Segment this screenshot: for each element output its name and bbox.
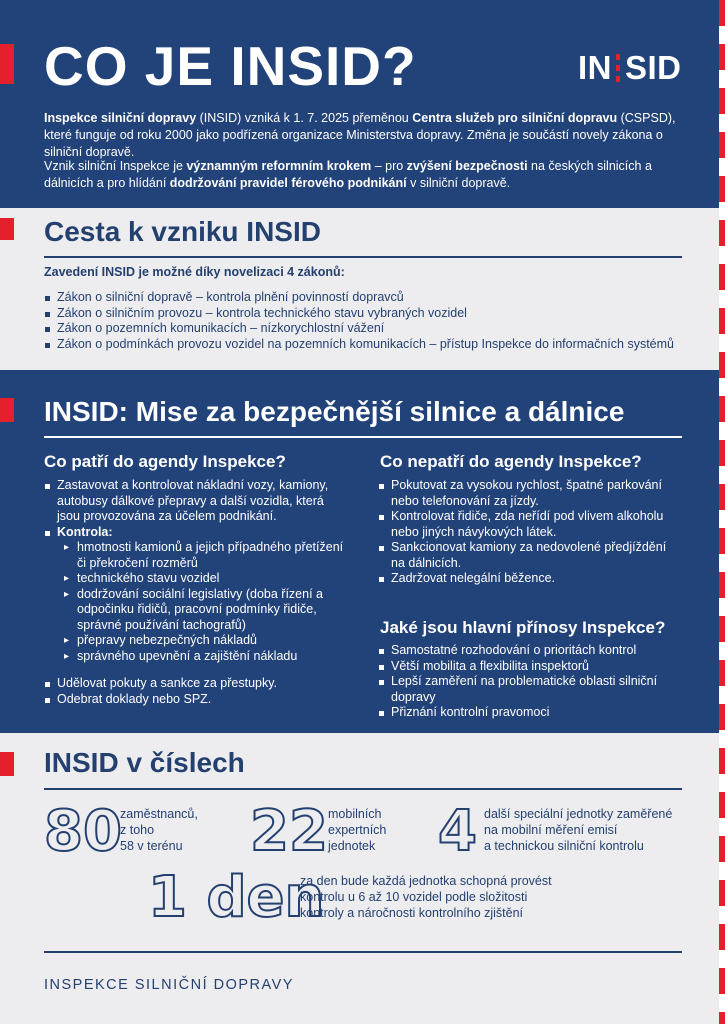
list-item: Pokutovat za vysokou rychlost, špatné parkování nebo telefonování za jízdy. bbox=[378, 478, 683, 509]
list-item: Zákon o pozemních komunikacích – nízkorychlostní vážení bbox=[44, 321, 694, 337]
agenda-tail-list bbox=[44, 676, 344, 707]
list-item: Lepší zaměření na problematické oblasti silniční dopravy bbox=[378, 674, 688, 705]
origin-subtitle: Zavedení INSID je možné díky novelizaci 4 zákonů: bbox=[44, 265, 345, 279]
footer-rule bbox=[44, 951, 682, 953]
stat-line: na mobilní měření emisí bbox=[484, 823, 618, 837]
list-item: Kontrolovat řidiče, zda neřídí pod vlivem alkoholu nebo jiných návykových látek. bbox=[378, 509, 683, 540]
mission-rule bbox=[44, 436, 682, 438]
stat-employees-label bbox=[120, 806, 198, 854]
stat-line: jednotek bbox=[328, 839, 376, 853]
intro-paragraph-2 bbox=[44, 158, 684, 192]
insid-logo bbox=[578, 49, 682, 87]
agenda-heading: Co patří do agendy Inspekce? bbox=[44, 452, 286, 471]
agenda-list bbox=[44, 478, 344, 664]
stat-special-units-value: 4 bbox=[438, 799, 477, 864]
intro-paragraph-1 bbox=[44, 110, 684, 161]
list-item: Zákon o silničním provozu – kontrola technického stavu vybraných vozidel bbox=[44, 306, 694, 322]
not-agenda-heading: Co nepatří do agendy Inspekce? bbox=[380, 452, 642, 471]
stat-line: kontroly a náročnosti kontrolního zjištění bbox=[300, 906, 524, 920]
stat-employees-value: 80 bbox=[44, 799, 122, 864]
stat-units-label bbox=[328, 806, 386, 854]
stat-line: mobilních bbox=[328, 807, 382, 821]
stat-line: kontrolu u 6 až 10 vozidel podle složitosti bbox=[300, 890, 528, 904]
origin-rule bbox=[44, 256, 682, 258]
benefits-heading: Jaké jsou hlavní přínosy Inspekce? bbox=[380, 618, 666, 637]
intro-bold-run: Inspekce silniční dopravy bbox=[44, 111, 197, 125]
right-edge-stripe bbox=[719, 0, 725, 1024]
footer-text: INSPEKCE SILNIČNÍ DOPRAVY bbox=[44, 977, 294, 993]
list-item: Zákon o silniční dopravě – kontrola plnění povinností dopravců bbox=[44, 290, 694, 306]
stat-line: expertních bbox=[328, 823, 387, 837]
list-item: Samostatné rozhodování o prioritách kontrol bbox=[378, 643, 688, 659]
stat-line: další speciální jednotky zaměřené bbox=[484, 807, 673, 821]
logo-separator-icon bbox=[616, 54, 620, 82]
origin-title: Cesta k vzniku INSID bbox=[44, 216, 321, 247]
numbers-rule bbox=[44, 788, 682, 790]
sub-list-item: ▸ přepravy nebezpečných nákladů bbox=[64, 633, 344, 649]
page-title: CO JE INSID? bbox=[44, 35, 417, 97]
stat-line: za den bude každá jednotka schopná provést bbox=[300, 874, 552, 888]
list-item: Přiznání kontrolní pravomoci bbox=[378, 705, 688, 721]
list-item: Zastavovat a kontrolovat nákladní vozy, kamiony, autobusy dálkové přepravy a další vozidla, která jsou provozována za účelem podnikání. bbox=[44, 478, 344, 525]
intro-bold-run: zvýšení bezpečnosti bbox=[406, 159, 528, 173]
stat-line: z toho bbox=[120, 823, 155, 837]
list-item: Zadržovat nelegální běžence. bbox=[378, 571, 683, 587]
list-item bbox=[44, 525, 344, 665]
sub-list-item: ▸ hmotnosti kamionů a jejich případného přetížení či překročení rozměrů bbox=[64, 540, 344, 571]
intro-text-run: Vznik silniční Inspekce je bbox=[44, 159, 187, 173]
sub-list-item: ▸ dodržování sociální legislativy (doba řízení a odpočinku řidičů, pracovní podmínky řidiče, správné používání tachografů) bbox=[64, 587, 344, 634]
mission-title: INSID: Mise za bezpečnější silnice a dálnice bbox=[44, 396, 625, 427]
stat-line: zaměstnanců, bbox=[120, 807, 198, 821]
sub-list-item: ▸ správného upevnění a zajištění nákladu bbox=[64, 649, 344, 665]
intro-text-run: (INSID) vzniká k 1. 7. 2025 přeměnou bbox=[196, 111, 413, 125]
list-item: Větší mobilita a flexibilita inspektorů bbox=[378, 659, 688, 675]
logo-text-left: IN bbox=[578, 49, 612, 86]
intro-bold-run: dodržování pravidel férového podnikání bbox=[169, 176, 407, 190]
stat-special-units-label bbox=[484, 806, 672, 854]
red-mark-origin bbox=[0, 218, 14, 240]
not-agenda-list bbox=[378, 478, 683, 587]
benefits-list bbox=[378, 643, 688, 721]
kontrola-sublist bbox=[64, 540, 344, 664]
list-item: Zákon o podmínkách provozu vozidel na pozemních komunikacích – přístup Inspekce do informačních systémů bbox=[44, 337, 694, 353]
laws-list bbox=[44, 290, 694, 352]
stat-day-value: 1 den bbox=[148, 865, 325, 930]
list-item: Odebrat doklady nebo SPZ. bbox=[44, 692, 344, 708]
intro-text-run: – pro bbox=[371, 159, 407, 173]
red-mark-numbers bbox=[0, 752, 14, 776]
numbers-title: INSID v číslech bbox=[44, 747, 245, 778]
red-mark-mission bbox=[0, 398, 14, 422]
intro-bold-run: významným reformním krokem bbox=[186, 159, 372, 173]
kontrola-label: Kontrola: bbox=[57, 524, 113, 539]
intro-text-run: na českých silnicích a dálnicích a pro hlídání bbox=[44, 159, 652, 190]
stat-day-label bbox=[300, 873, 552, 921]
stat-line: 58 v terénu bbox=[120, 839, 183, 853]
intro-bold-run: Centra služeb pro silniční dopravu bbox=[412, 111, 618, 125]
list-item: Sankcionovat kamiony za nedovolené předjíždění na dálnicích. bbox=[378, 540, 683, 571]
red-mark-header bbox=[0, 44, 14, 84]
intro-text-run: (CSPSD), které funguje od roku 2000 jako podřízená organizace Ministerstva dopravy. Změna je součástí novely zákona o silniční dopravě. bbox=[44, 111, 676, 159]
stat-units-value: 22 bbox=[250, 799, 328, 864]
sub-list-item: ▸ technického stavu vozidel bbox=[64, 571, 344, 587]
stat-line: a technickou silniční kontrolu bbox=[484, 839, 644, 853]
intro-text-run: v silniční dopravě. bbox=[406, 176, 511, 190]
list-item: Udělovat pokuty a sankce za přestupky. bbox=[44, 676, 344, 692]
logo-text-right: SID bbox=[625, 49, 682, 86]
